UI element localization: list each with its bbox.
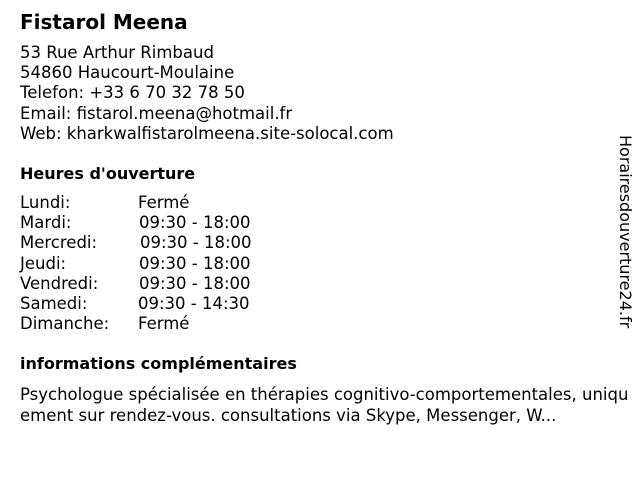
- day-label: Lundi:: [20, 193, 71, 212]
- contact-block: [20, 43, 394, 144]
- hours-row-monday: [20, 193, 380, 213]
- additional-info-heading: informations complémentaires: [20, 354, 297, 373]
- day-hours: Fermé: [138, 193, 190, 212]
- day-label: Dimanche:: [20, 314, 110, 334]
- opening-hours-table: [20, 193, 380, 334]
- hours-row-friday: [20, 274, 380, 294]
- hours-row-sunday: [20, 314, 380, 334]
- day-label: Jeudi:: [20, 253, 67, 273]
- hours-row-tuesday: [20, 213, 380, 233]
- day-hours: Fermé: [138, 314, 190, 334]
- hours-row-saturday: [20, 294, 380, 314]
- website-url: Web: kharkwalfistarolmeena.site-solocal.com: [20, 123, 394, 143]
- phone-number: Telefon: +33 6 70 32 78 50: [20, 83, 245, 103]
- day-label: Mercredi:: [20, 233, 98, 253]
- opening-hours-heading: Heures d'ouverture: [20, 164, 196, 183]
- hours-row-wednesday: [20, 233, 380, 253]
- address-city: 54860 Haucourt-Moulaine: [20, 63, 235, 83]
- day-hours: 09:30 - 18:00: [139, 213, 251, 233]
- day-hours: 09:30 - 18:00: [139, 253, 251, 273]
- day-hours: 09:30 - 18:00: [140, 233, 252, 253]
- day-hours: 09:30 - 18:00: [139, 273, 251, 293]
- hours-row-thursday: [20, 254, 380, 274]
- site-watermark: Horairesdouverture24.fr: [616, 135, 635, 329]
- day-hours: 09:30 - 14:30: [138, 293, 250, 313]
- day-label: Samedi:: [20, 293, 88, 313]
- business-name: Fistarol Meena: [20, 10, 188, 34]
- day-label: Mardi:: [20, 213, 72, 233]
- address-street: 53 Rue Arthur Rimbaud: [20, 43, 214, 62]
- day-label: Vendredi:: [20, 273, 99, 293]
- additional-info-text: Psychologue spécialisée en thérapies cognitivo-comportementales, uniquement sur rendez-vous. consultations via Skype, Messenger, W...: [20, 385, 629, 425]
- email-address: Email: fistarol.meena@hotmail.fr: [20, 103, 293, 123]
